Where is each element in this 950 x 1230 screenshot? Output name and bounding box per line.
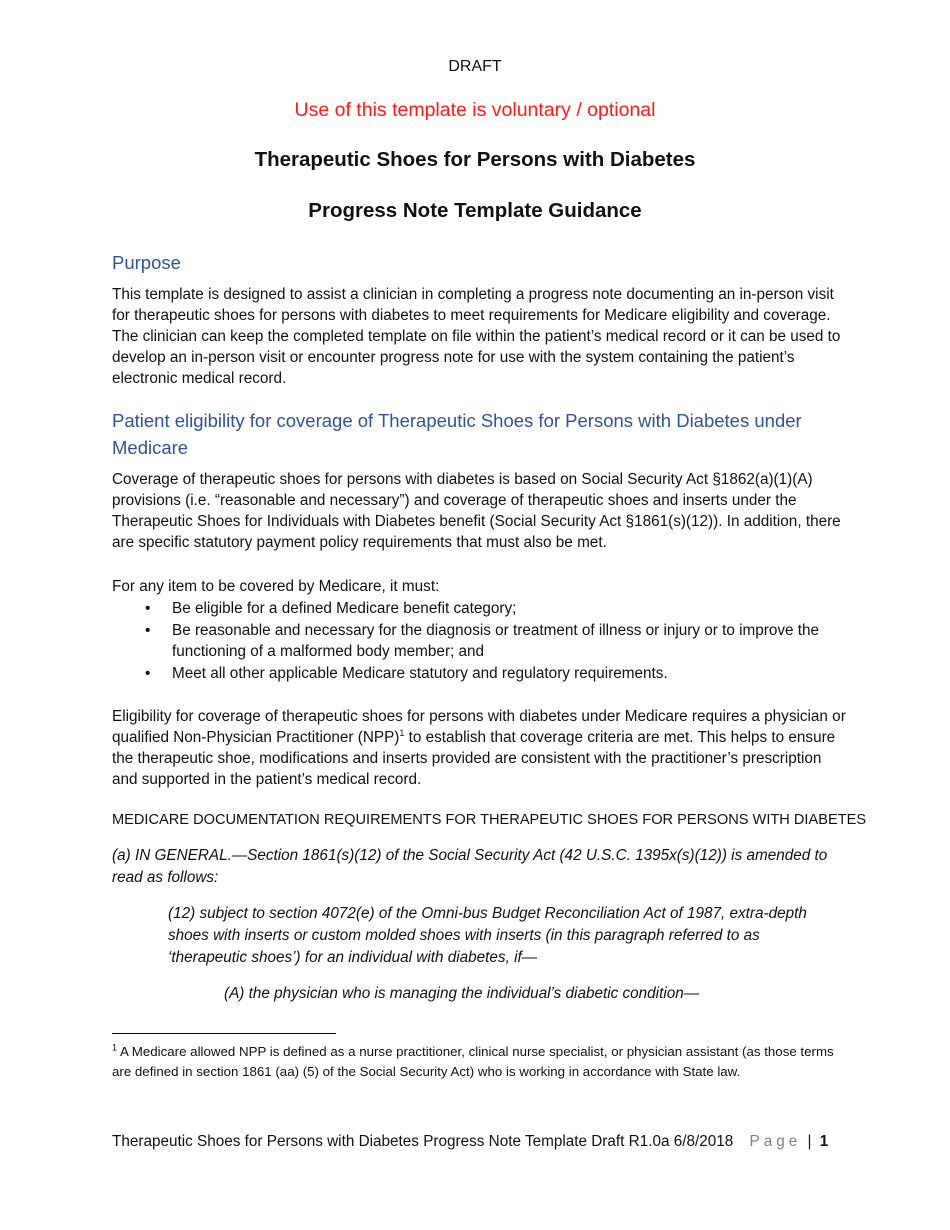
eligibility-paragraph: Coverage of therapeutic shoes for persons with diabetes is based on Social Security Act §1862(a)(1)(A) provisions (i.e. “reasonable and necessary”) and coverage of therapeutic shoes and inserts under the Therapeutic Shoes for Individuals with Diabetes benefit (Social Security Act §1861(s)(12)). In addition, there are specific statutory payment policy requirements that must also be met. — [112, 471, 841, 551]
purpose-paragraph: This template is designed to assist a clinician in completing a progress note documenting an in-person visit for therapeutic shoes for persons with diabetes to meet requirements for Medicare eligibility and coverage. The clinician can keep the completed template on file within the patient’s medical record or it can be used to develop an in-person visit or encounter progress note for use with the system containing the patient’s electronic medical record. — [112, 286, 841, 387]
footnote-number: 1 — [112, 1042, 118, 1053]
footer-text: Therapeutic Shoes for Persons with Diabetes Progress Note Template Draft R1.0a 6/8/2018 — [112, 1133, 734, 1150]
list-intro: For any item to be covered by Medicare, it must: — [112, 578, 440, 595]
eligibility-heading — [112, 407, 842, 461]
document-title: Therapeutic Shoes for Persons with Diabetes — [254, 148, 696, 171]
npp-text-after: to establish that coverage criteria are met. This helps to ensure the therapeutic shoe, modifications and inserts provided are consistent with the practitioner’s prescription and supported in the patient’s medical record. — [112, 729, 836, 788]
list-item-text: Be eligible for a defined Medicare benefit category; — [172, 600, 517, 617]
document-subtitle: Progress Note Template Guidance — [308, 199, 642, 222]
general-provision: (a) IN GENERAL.—Section 1861(s)(12) of the Social Security Act (42 U.S.C. 1395x(s)(12)) is amended to read as follows: — [112, 847, 828, 886]
eligibility-heading-line1: Patient eligibility for coverage of Therapeutic Shoes for Persons with Diabetes under — [112, 410, 802, 431]
footnote-text: A Medicare allowed NPP is defined as a nurse practitioner, clinical nurse specialist, or physician assistant (as those terms are defined in section 1861 (aa) (5) of the Social Security Act) who is working in accordance with State law. — [112, 1044, 834, 1079]
list-item-text: Be reasonable and necessary for the diagnosis or treatment of illness or injury or to improve the functioning of a malformed body member; and — [172, 621, 820, 660]
provision-a: (A) the physician who is managing the individual’s diabetic condition— — [224, 985, 700, 1002]
list-item-text: Meet all other applicable Medicare statutory and regulatory requirements. — [172, 664, 668, 682]
npp-text-before: Eligibility for coverage of therapeutic shoes for persons with diabetes under Medicare requires a physician or qualified Non-Physician Practitioner (NPP) — [112, 708, 846, 746]
list-item — [112, 620, 847, 663]
list-item — [112, 598, 847, 620]
voluntary-notice: Use of this template is voluntary / optional — [294, 99, 656, 121]
page-number: 1 — [819, 1133, 829, 1150]
bullet-icon: • — [145, 621, 151, 639]
coverage-criteria-list — [112, 598, 847, 684]
provision-12: (12) subject to section 4072(e) of the Omni-bus Budget Reconciliation Act of 1987, extra-depth shoes with inserts or custom molded shoes with inserts (in this paragraph referred to as ‘therapeutic shoes’) for an individual with diabetes, if— — [168, 905, 807, 966]
page-footer — [112, 1133, 842, 1151]
footnote — [112, 1042, 837, 1081]
eligibility-heading-line2: Medicare — [112, 437, 189, 458]
draft-label: DRAFT — [448, 58, 502, 75]
list-item — [112, 663, 847, 685]
purpose-heading: Purpose — [112, 252, 181, 273]
footnote-divider — [112, 1033, 336, 1034]
documentation-requirements-heading: MEDICARE DOCUMENTATION REQUIREMENTS FOR THERAPEUTIC SHOES FOR PERSONS WITH DIABETES — [112, 812, 867, 828]
footnote-reference[interactable]: 1 — [399, 727, 405, 738]
bullet-icon: • — [145, 664, 151, 682]
bullet-icon: • — [145, 600, 151, 617]
footer-separator: | — [807, 1133, 812, 1150]
npp-paragraph — [112, 706, 847, 790]
page-label: Page — [749, 1133, 802, 1150]
